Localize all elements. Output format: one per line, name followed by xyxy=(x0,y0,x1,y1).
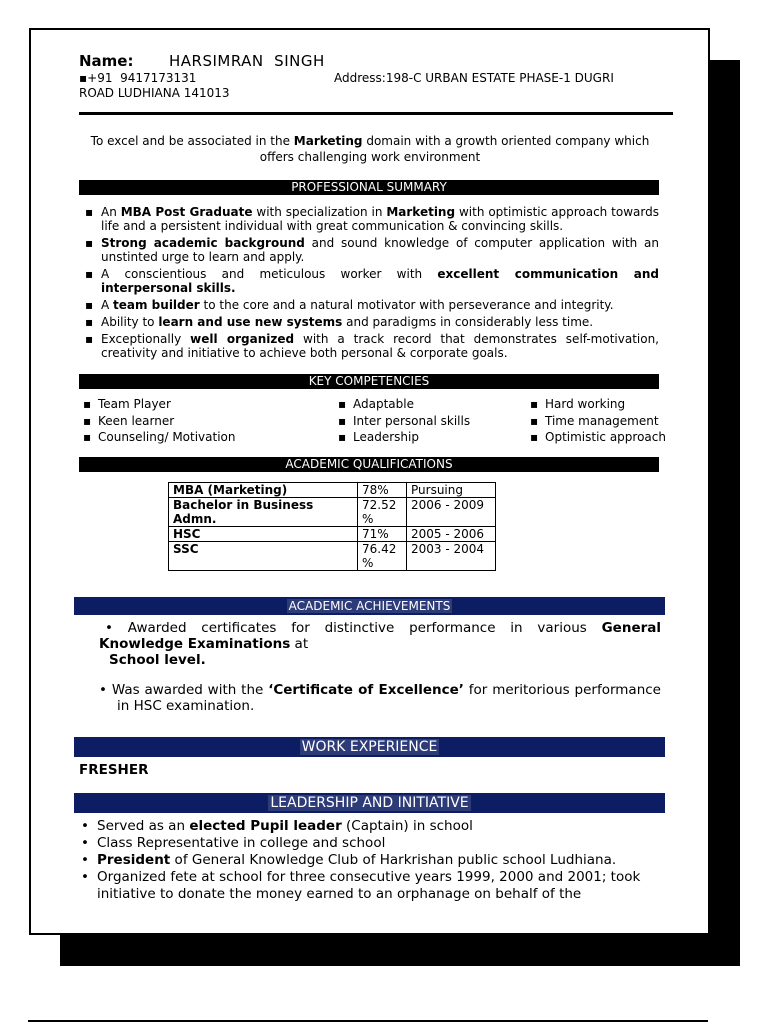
list-item: • President of General Knowledge Club of Harkrishan public school Ludhiana. xyxy=(79,852,669,869)
list-item: • Organized fete at school for three consecutive years 1999, 2000 and 2001; took initiative to donate the money earned to an orphanage on behalf of the xyxy=(79,869,669,903)
objective-text-end: domain with a growth oriented company which offers challenging work environment xyxy=(259,134,650,164)
list-item: ▪ A conscientious and meticulous worker with excellent communication and interpersonal skills. xyxy=(83,267,659,295)
table-cell: Bachelor in Business Admn. xyxy=(169,498,358,527)
table-cell: 2005 - 2006 xyxy=(407,527,496,542)
list-item: ▪ Inter personal skills xyxy=(336,413,470,430)
competencies-column-1 xyxy=(81,396,236,446)
candidate-name: HARSIMRAN SINGH xyxy=(169,52,325,70)
table-cell: 2006 - 2009 xyxy=(407,498,496,527)
list-item: ▪ Exceptionally well organized with a track record that demonstrates self-motivation, creativity and initiative to achieve both personal & corporate goals. xyxy=(83,332,659,360)
list-item: ▪ Strong academic background and sound knowledge of computer application with an unstinted urge to learn and apply. xyxy=(83,236,659,264)
table-row xyxy=(169,483,496,498)
list-item-cont: School level. xyxy=(109,652,206,668)
work-experience-heading: WORK EXPERIENCE xyxy=(74,737,665,757)
table-cell: 72.52 % xyxy=(358,498,407,527)
list-item: • Was awarded with the ‘Certificate of Excellence’ for meritorious performance in HSC examination. xyxy=(99,682,661,714)
list-item: ▪ Counseling/ Motivation xyxy=(81,429,236,446)
professional-summary-list xyxy=(83,205,659,363)
contact-line xyxy=(79,71,659,86)
list-item: ▪ Time management xyxy=(528,413,666,430)
list-item: ▪ Hard working xyxy=(528,396,666,413)
list-item: • Served as an elected Pupil leader (Captain) in school xyxy=(79,818,669,835)
table-cell: 2003 - 2004 xyxy=(407,542,496,571)
list-item: ▪ Adaptable xyxy=(336,396,470,413)
list-item: ▪ Ability to learn and use new systems and paradigms in considerably less time. xyxy=(83,315,659,329)
address: Address:198-C URBAN ESTATE PHASE-1 DUGRI xyxy=(334,71,614,85)
resume-header xyxy=(79,54,659,101)
list-item: ▪ A team builder to the core and a natural motivator with perseverance and integrity. xyxy=(83,298,659,312)
table-cell: 78% xyxy=(358,483,407,498)
leadership-list xyxy=(79,818,669,903)
header-divider xyxy=(79,112,673,115)
table-row xyxy=(169,542,496,571)
objective-text: To excel and be associated in the xyxy=(90,134,294,148)
page-bottom-rule xyxy=(28,1020,708,1022)
academic-qualifications-heading: ACADEMIC QUALIFICATIONS xyxy=(79,457,659,472)
competencies-column-3 xyxy=(528,396,666,446)
table-cell: MBA (Marketing) xyxy=(169,483,358,498)
table-row xyxy=(169,527,496,542)
table-cell: 71% xyxy=(358,527,407,542)
objective-bold: Marketing xyxy=(293,134,363,148)
table-cell: 76.42 % xyxy=(358,542,407,571)
list-item: ▪ Leadership xyxy=(336,429,470,446)
list-item: ▪ Team Player xyxy=(81,396,236,413)
name-label: Name: xyxy=(79,52,134,70)
list-item: ▪ Optimistic approach xyxy=(528,429,666,446)
qualifications-table xyxy=(168,482,496,571)
list-item: • Awarded certificates for distinctive performance in various General Knowledge Examinations at xyxy=(99,620,661,652)
table-cell: Pursuing xyxy=(407,483,496,498)
table-cell: SSC xyxy=(169,542,358,571)
resume-page xyxy=(29,28,710,935)
career-objective xyxy=(87,133,653,165)
key-competencies-heading: KEY COMPETENCIES xyxy=(79,374,659,389)
experience-status: FRESHER xyxy=(79,762,149,778)
name-line xyxy=(79,54,659,69)
address-line2: ROAD LUDHIANA 141013 xyxy=(79,86,230,100)
table-cell: HSC xyxy=(169,527,358,542)
list-item: ▪ Keen learner xyxy=(81,413,236,430)
list-item: • Class Representative in college and school xyxy=(79,835,669,852)
academic-achievements-heading: ACADEMIC ACHIEVEMENTS xyxy=(74,597,665,615)
professional-summary-heading: PROFESSIONAL SUMMARY xyxy=(79,180,659,195)
achievements-list xyxy=(99,620,661,714)
list-item: ▪ An MBA Post Graduate with specialization in Marketing with optimistic approach towards life and a persistent individual with great communication & convincing skills. xyxy=(83,205,659,233)
phone-number: ▪+91 9417173131 xyxy=(79,71,197,85)
table-row xyxy=(169,498,496,527)
leadership-heading: LEADERSHIP AND INITIATIVE xyxy=(74,793,665,813)
competencies-column-2 xyxy=(336,396,470,446)
